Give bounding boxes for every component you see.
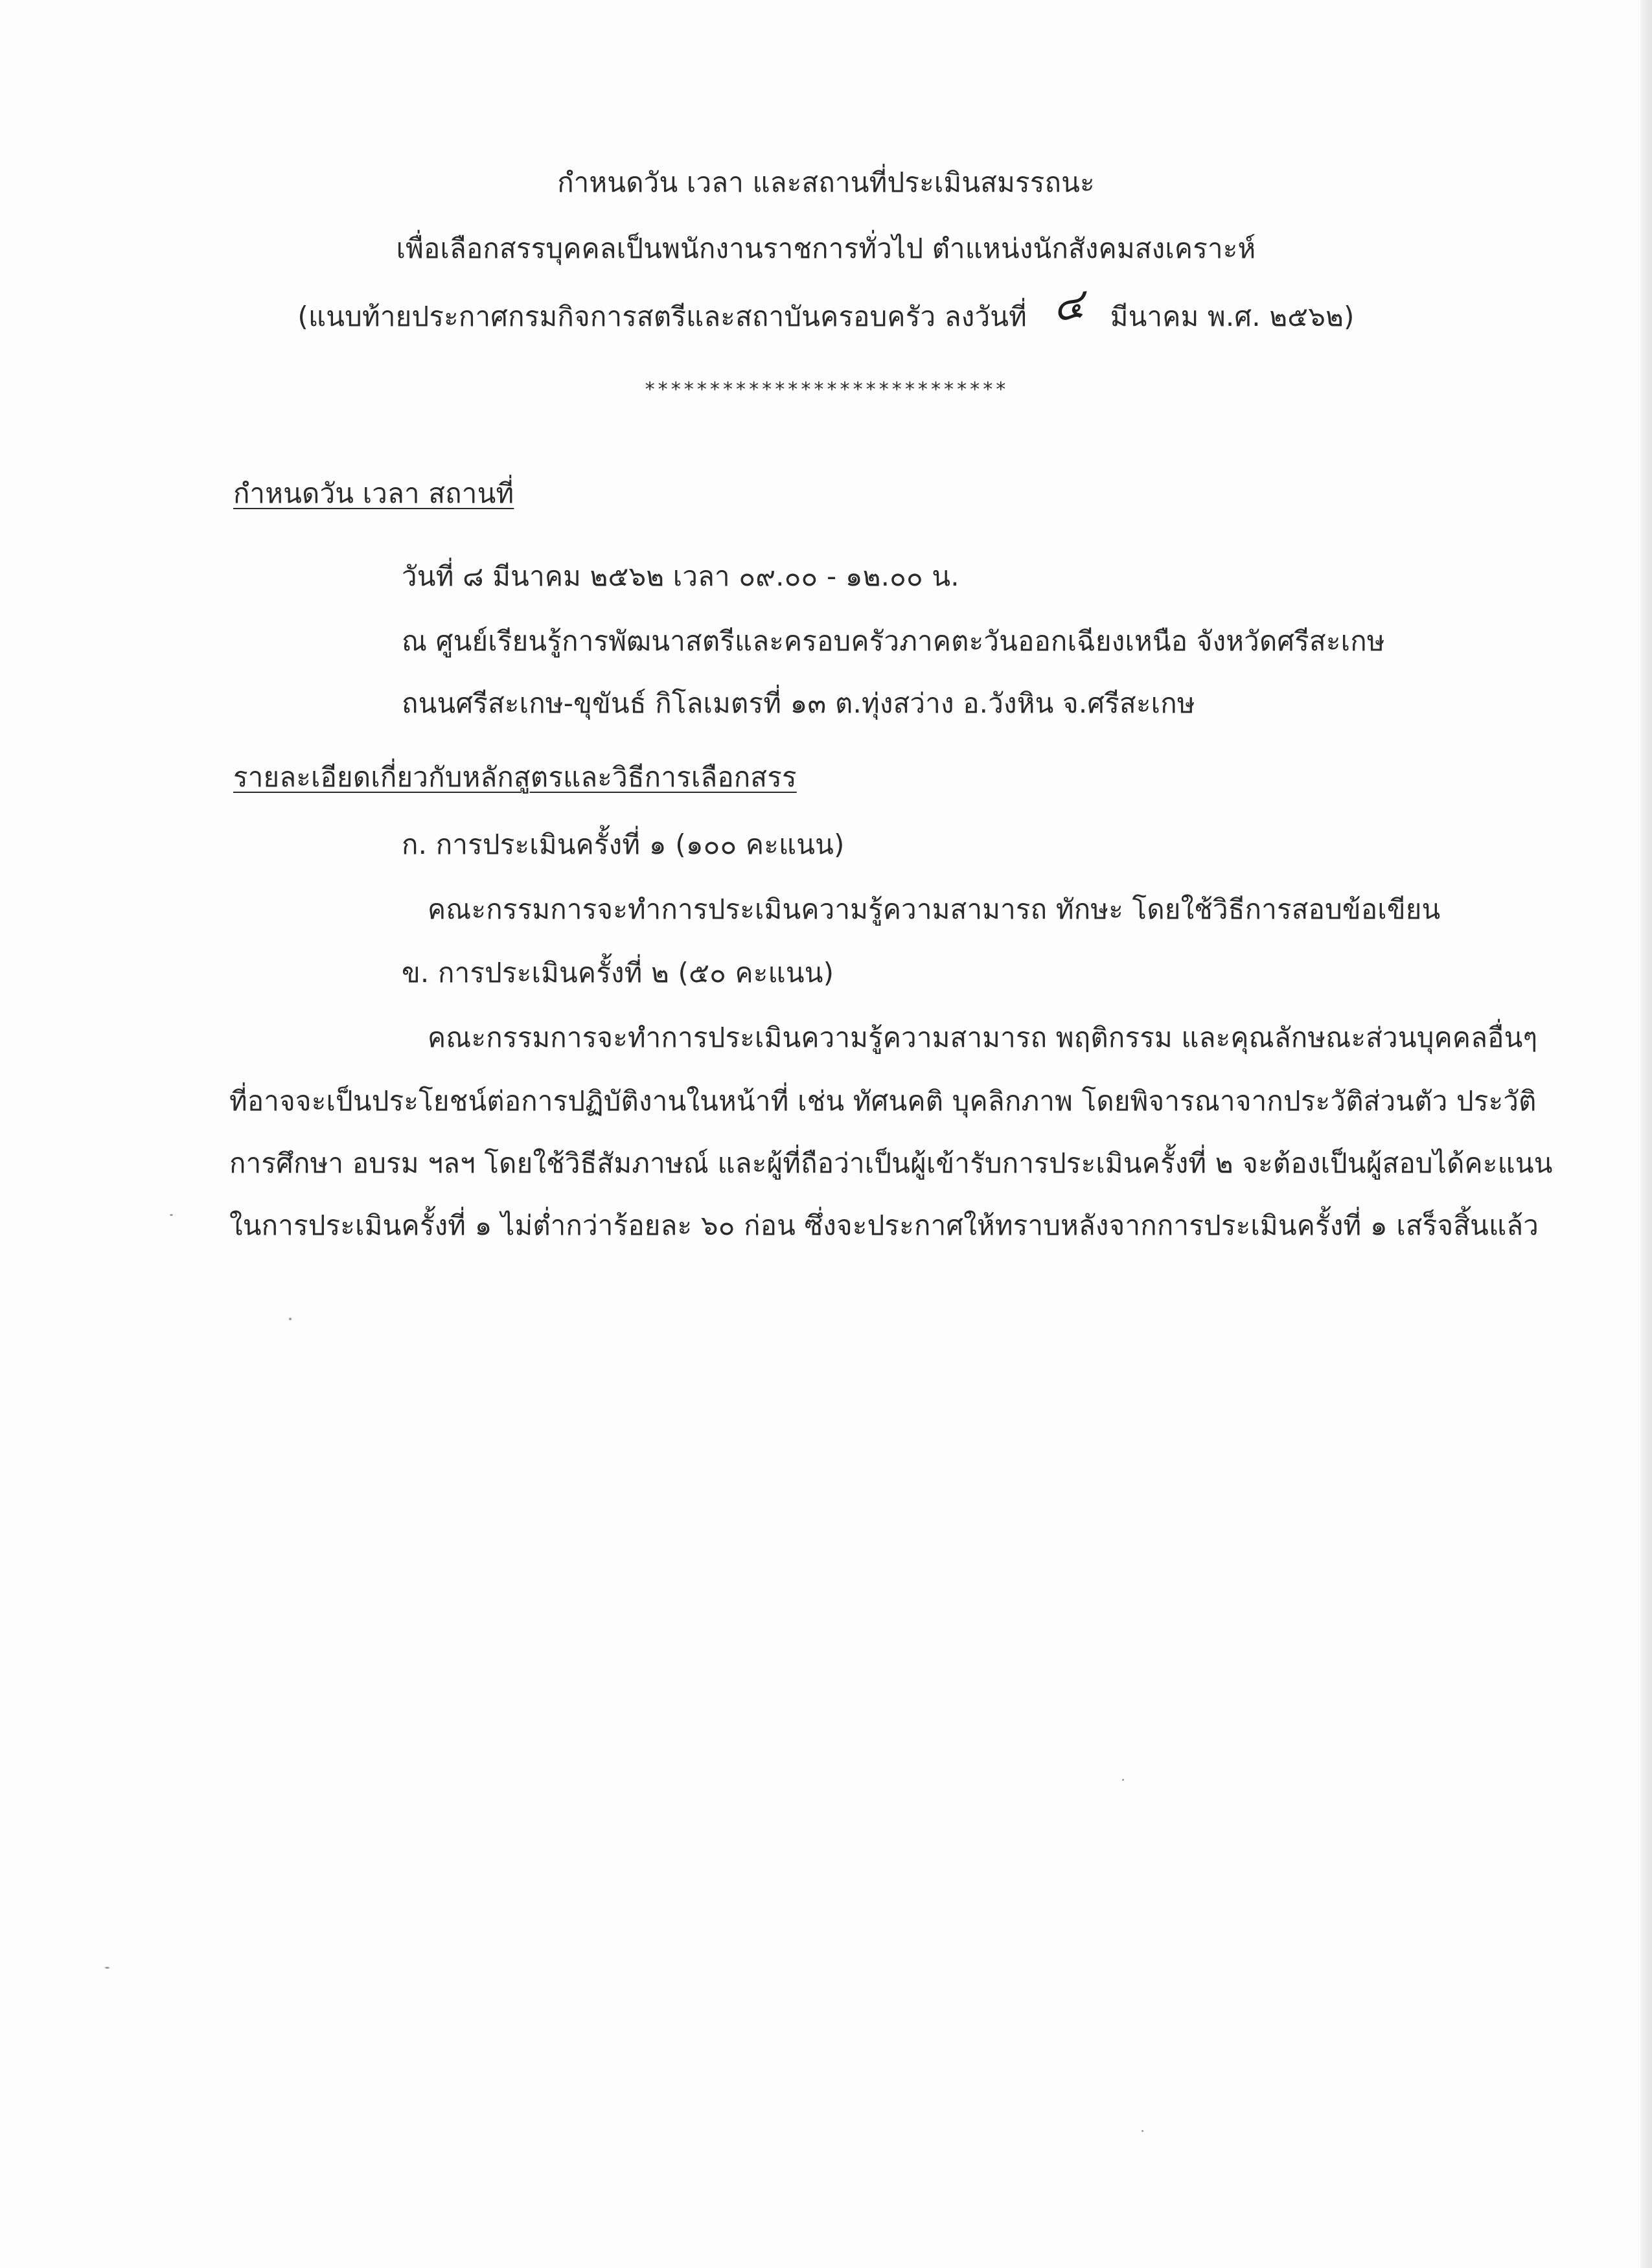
title-line-3-before: (แนบท้ายประกาศกรมกิจการสตรีและสถาบันครอบครัว ลงวันที่ [297,301,1027,332]
schedule-venue-line-2: ถนนศรีสะเกษ-ขุขันธ์ กิโลเมตรที่ ๑๓ ต.ทุ่งสว่าง อ.วังหิน จ.ศรีสะเกษ [402,687,1195,719]
round-2-text-line-3: การศึกษา อบรม ฯลฯ โดยใช้วิธีสัมภาษณ์ และผู้ที่ถือว่าเป็นผู้เข้ารับการประเมินครั้งที่ ๒ จะต้องเป็นผู้สอบได้คะแนน [229,1147,1553,1179]
scan-speck [1122,1779,1124,1781]
scan-speck [1141,2130,1143,2132]
document-title-line-1: กำหนดวัน เวลา และสถานที่ประเมินสมรรถนะ [557,166,1095,198]
round-1-text: คณะกรรมการจะทำการประเมินความรู้ความสามารถ ทักษะ โดยใช้วิธีการสอบข้อเขียน [428,893,1441,925]
round-2-text-line-4: ในการประเมินครั้งที่ ๑ ไม่ต่ำกว่าร้อยละ ๖๐ ก่อน ซึ่งจะประกาศให้ทราบหลังจากการประเมินครั้งที่ ๑ เสร็จสิ้นแล้ว [229,1209,1539,1241]
scan-shadow-edge [1640,0,1652,2268]
round-1-title: ก. การประเมินครั้งที่ ๑ (๑๐๐ คะแนน) [402,829,845,860]
schedule-heading: กำหนดวัน เวลา สถานที่ [233,477,514,509]
round-2-title: ข. การประเมินครั้งที่ ๒ (๕๐ คะแนน) [402,957,834,989]
title-line-3-after: มีนาคม พ.ศ. ๒๕๖๒) [1110,301,1355,332]
scan-speck [170,1214,173,1216]
round-2-text-line-2: ที่อาจจะเป็นประโยชน์ต่อการปฏิบัติงานในหน้าที่ เช่น ทัศนคติ บุคลิกภาพ โดยพิจารณาจากประวัติส่วนตัว ประวัติ [229,1085,1537,1117]
schedule-date-time: วันที่ ๘ มีนาคม ๒๕๖๒ เวลา ๐๙.๐๐ - ๑๒.๐๐ น. [402,560,959,592]
handwritten-day: ๔ [1050,279,1088,332]
round-2-text-line-1: คณะกรรมการจะทำการประเมินความรู้ความสามารถ พฤติกรรม และคุณลักษณะส่วนบุคคลอื่นๆ [428,1022,1538,1053]
details-heading: รายละเอียดเกี่ยวกับหลักสูตรและวิธีการเลือกสรร [233,761,797,793]
document-title-line-2: เพื่อเลือกสรรบุคคลเป็นพนักงานราชการทั่วไป ตำแหน่งนักสังคมสงเคราะห์ [396,233,1256,264]
scan-speck [105,1967,109,1969]
separator-stars: **************************** [644,378,1008,401]
document-title-line-3 [0,279,1652,336]
scan-speck [289,1318,292,1320]
schedule-venue-line-1: ณ ศูนย์เรียนรู้การพัฒนาสตรีและครอบครัวภาคตะวันออกเฉียงเหนือ จังหวัดศรีสะเกษ [402,625,1385,657]
